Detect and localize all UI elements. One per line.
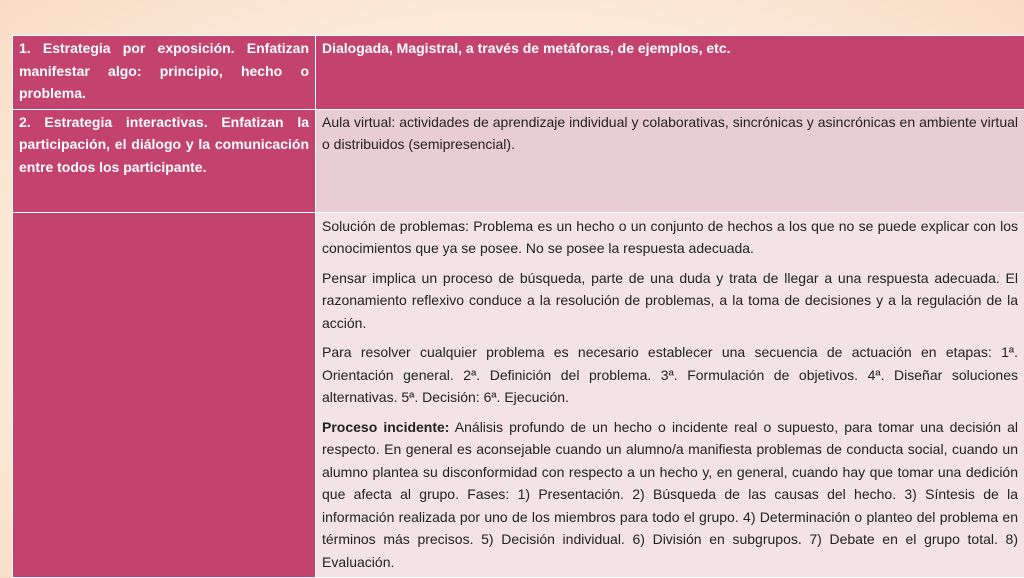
- strategies-table: [12, 35, 1024, 578]
- strategy-cell: 2. Estrategia interactivas. Enfatizan la participación, el diálogo y la comunicación entre todos los participante.: [13, 109, 316, 212]
- paragraph-proceso-incidente: [322, 416, 1018, 574]
- paragraph-etapas: Para resolver cualquier problema es necesario establecer una secuencia de actuación en etapas: 1ª. Orientación general. 2ª. Definición del problema. 3ª. Formulación de objetivos. 4ª. Diseñar soluciones alternativas. 5ª. Decisión: 6ª. Ejecución.: [322, 341, 1018, 409]
- table-row: [13, 36, 1024, 110]
- description-cell: Aula virtual: actividades de aprendizaje individual y colaborativas, sincrónicas y asincrónicas en ambiente virtual o distribuidos (semipresencial).: [316, 109, 1024, 212]
- table-row: [13, 212, 1024, 578]
- paragraph-solucion-problemas: Solución de problemas: Problema es un hecho o un conjunto de hechos a los que no se puede explicar con los conocimientos que ya se posee. No se posee la respuesta adecuada.: [322, 215, 1018, 260]
- description-cell: [316, 212, 1024, 578]
- description-cell: Dialogada, Magistral, a través de metáforas, de ejemplos, etc.: [316, 36, 1024, 110]
- strategy-cell: 1. Estrategia por exposición. Enfatizan manifestar algo: principio, hecho o problema.: [13, 36, 316, 110]
- table-row: [13, 109, 1024, 212]
- proceso-incidente-lead: Proceso incidente:: [322, 419, 449, 435]
- proceso-incidente-body: Análisis profundo de un hecho o incidente real o supuesto, para tomar una decisión al respecto. En general es aconsejable cuando un alumno/a manifiesta problemas de conducta social, cuando un alumno plantea su disconformidad con respecto a un hecho y, en general, cuando hay que tomar una dedición que afecta al grupo. Fases: 1) Presentación. 2) Búsqueda de las causas del hecho. 3) Síntesis de la información realizada por uno de los miembros para todo el grupo. 4) Determinación o planteo del problema en términos más precisos. 5) Decisión individual. 6) División en subgrupos. 7) Debate en el grupo total. 8) Evaluación.: [322, 419, 1018, 570]
- paragraph-pensar: Pensar implica un proceso de búsqueda, parte de una duda y trata de llegar a una respuesta adecuada. El razonamiento reflexivo conduce a la resolución de problemas, a la toma de decisiones y a la regulación de la acción.: [322, 267, 1018, 335]
- empty-strategy-cell: [13, 212, 316, 578]
